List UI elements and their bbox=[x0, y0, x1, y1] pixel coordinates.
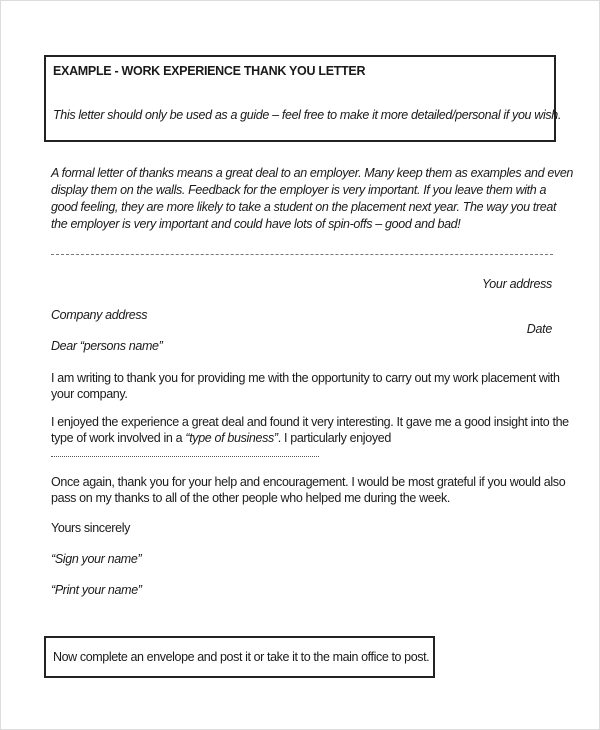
fill-in-dotted-line bbox=[51, 456, 319, 457]
company-address: Company address bbox=[51, 308, 148, 322]
dashed-divider bbox=[51, 254, 553, 255]
body-text: . I particularly enjoyed bbox=[277, 431, 391, 445]
signature-placeholder: “Sign your name” bbox=[51, 552, 142, 566]
intro-line: A formal letter of thanks means a great deal to an employer. Many keep them as examples and even bbox=[51, 166, 574, 180]
body-line bbox=[51, 430, 391, 447]
your-address: Your address bbox=[481, 277, 552, 291]
guide-note: This letter should only be used as a guide – feel free to make it more detailed/personal if you wish. bbox=[53, 108, 562, 122]
body-text: type of work involved in a bbox=[51, 431, 186, 445]
document-title: EXAMPLE - WORK EXPERIENCE THANK YOU LETTER bbox=[53, 64, 366, 78]
business-placeholder: “type of business” bbox=[185, 431, 278, 445]
footer-instruction: Now complete an envelope and post it or take it to the main office to post. bbox=[53, 650, 430, 664]
body-line: I enjoyed the experience a great deal and found it very interesting. It gave me a good insight into the bbox=[51, 415, 569, 429]
body-line: pass on my thanks to all of the other people who helped me during the week. bbox=[51, 491, 451, 505]
body-line: I am writing to thank you for providing me with the opportunity to carry out my work placement with bbox=[51, 371, 560, 385]
salutation: Dear “persons name” bbox=[51, 339, 163, 353]
body-line: Once again, thank you for your help and encouragement. I would be most grateful if you would also bbox=[51, 475, 566, 489]
header-box bbox=[44, 55, 562, 142]
intro-line: good feeling, they are more likely to take a student on the placement next year. The way you treat bbox=[51, 200, 557, 214]
printed-name-placeholder: “Print your name” bbox=[51, 583, 142, 597]
body-line: your company. bbox=[51, 387, 128, 401]
date: Date bbox=[526, 322, 552, 336]
intro-line: display them on the walls. Feedback for the employer is very important. If you leave them with a bbox=[51, 183, 547, 197]
closing: Yours sincerely bbox=[51, 521, 131, 535]
intro-line: the employer is very important and could have lots of spin-offs – good and bad! bbox=[51, 217, 461, 231]
footer-box bbox=[44, 636, 435, 678]
